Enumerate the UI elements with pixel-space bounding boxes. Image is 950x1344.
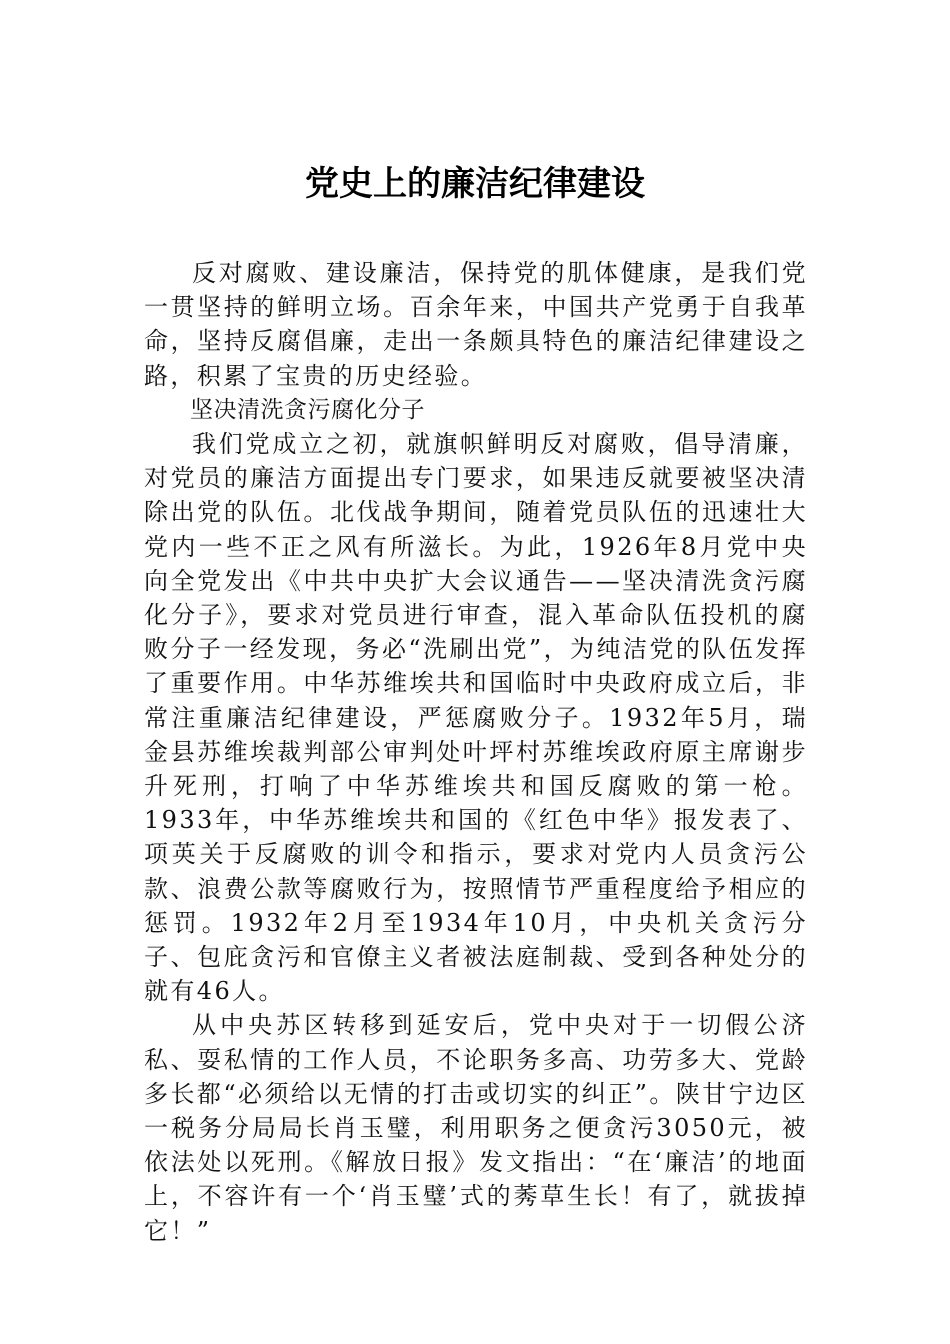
- intro-paragraph: 反对腐败、建设廉洁，保持党的肌体健康，是我们党一贯坚持的鲜明立场。百余年来，中国共产党勇于自我革命，坚持反腐倡廉，走出一条颇具特色的廉洁纪律建设之路，积累了宝贵的历史经验。: [144, 259, 808, 390]
- document-body: [144, 256, 808, 1248]
- document-title: 党史上的廉洁纪律建设: [305, 164, 645, 204]
- body-paragraph-1: 我们党成立之初，就旗帜鲜明反对腐败，倡导清廉，对党员的廉洁方面提出专门要求，如果违反就要被坚决清除出党的队伍。北伐战争期间，随着党员队伍的迅速壮大党内一些不正之风有所滋长。为此，1926年8月党中央向全党发出《中共中央扩大会议通告——坚决清洗贪污腐化分子》，要求对党员进行审查，混入革命队伍投机的腐败分子一经发现，务必“洗刷出党”，为纯洁党的队伍发挥了重要作用。中华苏维埃共和国临时中央政府成立后，非常注重廉洁纪律建设，严惩腐败分子。1932年5月，瑞金县苏维埃裁判部公审判处叶坪村苏维埃政府原主席谢步升死刑，打响了中华苏维埃共和国反腐败的第一枪。1933年，中华苏维埃共和国的《红色中华》报发表了、项英关于反腐败的训令和指示，要求对党内人员贪污公款、浪费公款等腐败行为，按照情节严重程度给予相应的惩罚。1932年2月至1934年10月，中央机关贪污分子、包庇贪污和官僚主义者被法庭制裁、受到各种处分的就有46人。: [144, 430, 808, 1006]
- body-paragraph-2: 从中央苏区转移到延安后，党中央对于一切假公济私、耍私情的工作人员，不论职务多高、功劳多大、党龄多长都“必须给以无情的打击或切实的纠正”。陕甘宁边区一税务分局局长肖玉璧，利用职务之便贪污3050元，被依法处以死刑。《解放日报》发文指出：“在‘廉洁’的地面上，不容许有一个‘肖玉璧’式的莠草生长！有了，就拔掉它！”: [144, 1011, 808, 1245]
- section-heading: 坚决清洗贪污腐化分子: [190, 396, 425, 423]
